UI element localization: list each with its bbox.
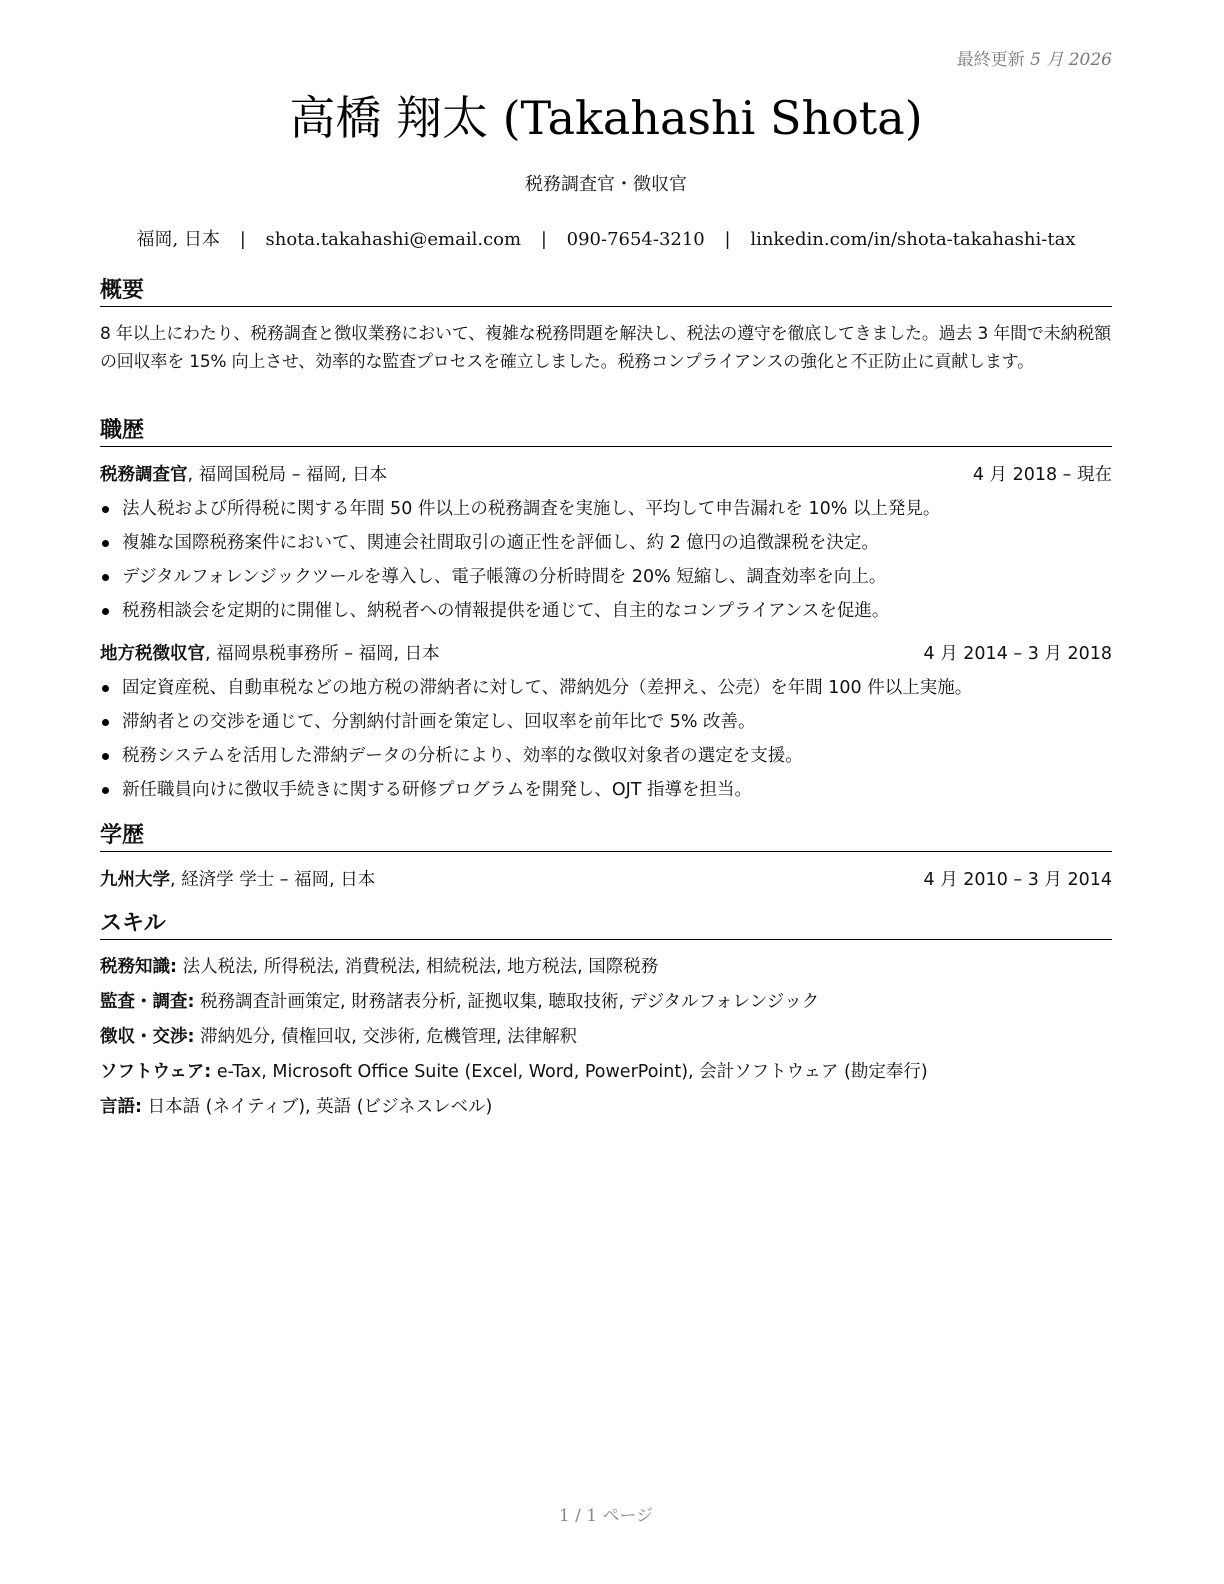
entry-dates: 4 月 2010 – 3 月 2014 <box>923 870 1112 890</box>
section-title-education: 学歴 <box>100 822 1112 852</box>
candidate-name: 高橋 翔太 (Takahashi Shota) <box>289 91 923 145</box>
bullet-item: 滞納者との交渉を通じて、分割納付計画を策定し、回収率を前年比で 5% 改善。 <box>100 705 1112 739</box>
skill-value: 滞納処分, 債権回収, 交渉術, 危機管理, 法律解釈 <box>194 1027 578 1047</box>
skill-row <box>100 1090 1112 1125</box>
contact-linkedin-link[interactable]: linkedin.com/in/shota-takahashi-tax <box>750 229 1076 250</box>
entry-title <box>100 641 440 667</box>
contact-phone: 090-7654-3210 <box>566 229 705 250</box>
skill-value: 日本語 (ネイティブ), 英語 (ビジネスレベル) <box>142 1097 493 1117</box>
bullet-item: 税務相談会を定期的に開催し、納税者への情報提供を通じて、自主的なコンプライアンスを促進。 <box>100 594 1112 628</box>
last-updated-date: 5 月 2026 <box>1030 50 1112 70</box>
skill-value: e-Tax, Microsoft Office Suite (Excel, Word, PowerPoint), 会計ソフトウェア (勘定奉行) <box>211 1062 928 1082</box>
entry-bullets <box>100 492 1112 628</box>
entry-title <box>100 462 387 488</box>
entry-dates: 4 月 2014 – 3 月 2018 <box>923 644 1112 664</box>
education-school: 九州大学 <box>100 870 170 890</box>
education-entry <box>100 867 1112 893</box>
summary-text: 8 年以上にわたり、税務調査と徴収業務において、複雑な税務問題を解決し、税法の遵守を徹底してきました。過去 3 年間で未納税額の回収率を 15% 向上させ、効率的な監査プロセスを確立しました。税務コンプライアンスの強化と不正防止に貢献します。 <box>100 324 1111 372</box>
entry-dates: 4 月 2018 – 現在 <box>972 465 1112 485</box>
skill-label: 税務知識: <box>100 957 177 977</box>
contact-separator: | <box>239 229 246 250</box>
bullet-item: 固定資産税、自動車税などの地方税の滞納者に対して、滞納処分（差押え、公売）を年間 100 件以上実施。 <box>100 671 1112 705</box>
experience-entry <box>100 462 1112 628</box>
contact-email-link[interactable]: shota.takahashi@email.com <box>265 229 522 250</box>
education-detail: , 経済学 学士 – 福岡, 日本 <box>170 870 376 890</box>
bullet-item: 税務システムを活用した滞納データの分析により、効率的な徴収対象者の選定を支援。 <box>100 739 1112 773</box>
skill-label: 徴収・交渉: <box>100 1027 195 1047</box>
entry-title <box>100 867 375 893</box>
skill-value: 税務調査計画策定, 財務諸表分析, 証拠収集, 聴取技術, デジタルフォレンジック <box>194 992 820 1012</box>
skill-label: 言語: <box>100 1097 142 1117</box>
skill-row <box>100 1055 1112 1090</box>
section-title-summary: 概要 <box>100 277 1112 307</box>
skill-label: ソフトウェア: <box>100 1062 212 1082</box>
skill-row <box>100 985 1112 1020</box>
resume-page <box>100 0 1112 1584</box>
skill-value: 法人税法, 所得税法, 消費税法, 相続税法, 地方税法, 国際税務 <box>177 957 659 977</box>
entry-organization: , 福岡国税局 – 福岡, 日本 <box>187 465 388 485</box>
bullet-item: 法人税および所得税に関する年間 50 件以上の税務調査を実施し、平均して申告漏れを 10% 以上発見。 <box>100 492 1112 526</box>
bullet-item: 新任職員向けに徴収手続きに関する研修プログラムを開発し、OJT 指導を担当。 <box>100 773 1112 807</box>
candidate-headline: 税務調査官・徴収官 <box>525 174 687 195</box>
section-title-experience: 職歴 <box>100 417 1112 447</box>
skill-label: 監査・調査: <box>100 992 195 1012</box>
experience-section <box>100 417 1112 807</box>
bullet-item: 複雑な国際税務案件において、関連会社間取引の適正性を評価し、約 2 億円の追徴課税を決定。 <box>100 526 1112 560</box>
last-updated <box>957 45 1112 70</box>
skills-list <box>100 950 1112 1125</box>
section-title-skills: スキル <box>100 910 1112 940</box>
entry-role: 地方税徴収官 <box>100 644 205 664</box>
entry-header <box>100 867 1112 893</box>
skill-row <box>100 950 1112 985</box>
skill-row <box>100 1020 1112 1055</box>
experience-entry <box>100 641 1112 807</box>
contact-line <box>100 225 1112 251</box>
entry-bullets <box>100 671 1112 807</box>
entry-organization: , 福岡県税事務所 – 福岡, 日本 <box>205 644 440 664</box>
entry-header <box>100 641 1112 667</box>
contact-separator: | <box>540 229 547 250</box>
bullet-item: デジタルフォレンジックツールを導入し、電子帳簿の分析時間を 20% 短縮し、調査効率を向上。 <box>100 560 1112 594</box>
contact-separator: | <box>724 229 731 250</box>
education-section <box>100 822 1112 893</box>
entry-header <box>100 462 1112 488</box>
last-updated-label: 最終更新 <box>956 50 1025 70</box>
skills-section <box>100 910 1112 1125</box>
page-indicator: 1 / 1 ページ <box>558 1506 654 1526</box>
entry-role: 税務調査官 <box>100 465 188 485</box>
contact-location: 福岡, 日本 <box>136 229 220 250</box>
summary-section <box>100 277 1112 376</box>
